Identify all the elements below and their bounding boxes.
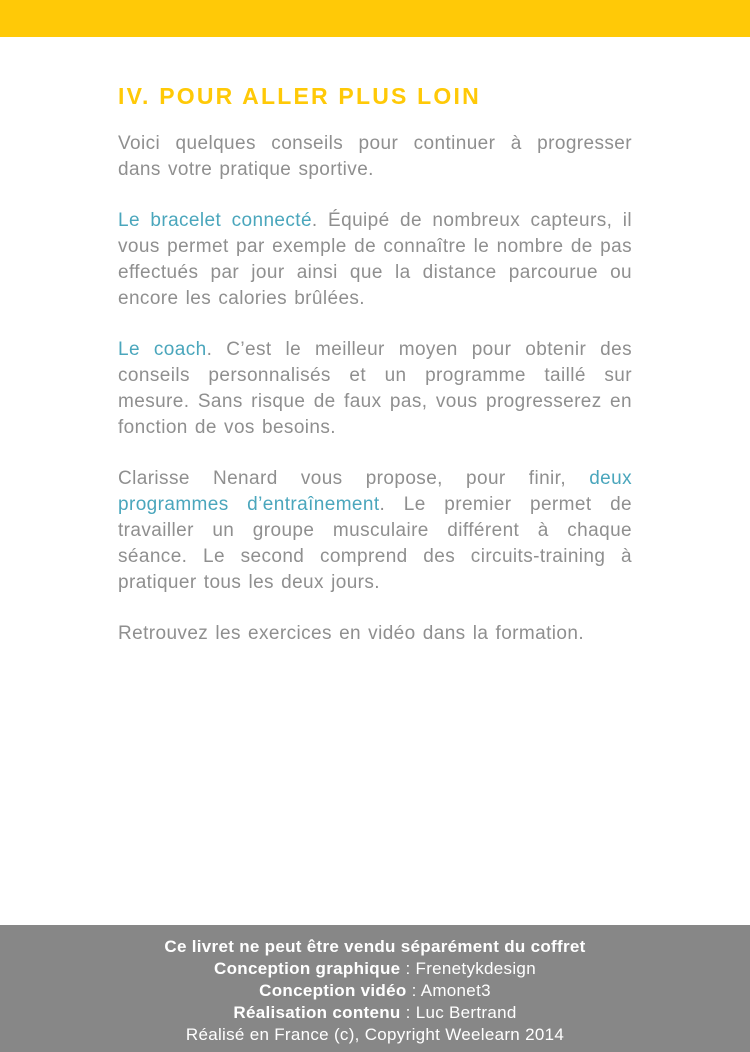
link-bracelet-connecte[interactable]: Le bracelet connecté xyxy=(118,210,312,231)
top-accent-bar xyxy=(0,0,750,37)
credit-separator: : xyxy=(400,959,416,978)
credit-value: Frenetykdesign xyxy=(415,959,536,978)
credit-separator: : xyxy=(406,981,421,1000)
paragraph-text: . Le premier permet de travailler un groupe musculaire différent à chaque séance. Le second comprend des circuits-training à pratiquer tous les deux jours. xyxy=(118,494,633,593)
credit-label: Conception graphique xyxy=(214,959,401,978)
paragraph-text: Voici quelques conseils pour continuer à progresser dans votre pratique sportive. xyxy=(118,133,632,180)
credit-value: Luc Bertrand xyxy=(415,1003,517,1022)
footer-credit-video xyxy=(0,980,750,1002)
credit-label: Conception vidéo xyxy=(259,981,407,1000)
paragraph-programmes xyxy=(118,466,632,596)
credit-label: Réalisation contenu xyxy=(233,1003,401,1022)
paragraph-text: Retrouvez les exercices en vidéo dans la formation. xyxy=(118,623,585,644)
paragraph-coach xyxy=(118,337,632,441)
footer-credit-contenu xyxy=(0,1002,750,1024)
paragraph-intro xyxy=(118,131,632,183)
footer xyxy=(0,925,750,1052)
link-coach[interactable]: Le coach xyxy=(118,339,207,360)
paragraph-text: . C’est le meilleur moyen pour obtenir des conseils personnalisés et un programme taillé sur mesure. Sans risque de faux pas, vous progresserez en fonction de vos besoins. xyxy=(118,339,632,438)
credit-value: Amonet3 xyxy=(420,981,491,1000)
paragraph-exercices xyxy=(118,621,632,647)
credit-separator: : xyxy=(400,1003,416,1022)
main-content xyxy=(118,37,632,672)
section-title: IV. POUR ALLER PLUS LOIN xyxy=(118,83,481,109)
paragraph-text: . Équipé de nombreux capteurs, il vous permet par exemple de connaître le nombre de pas effectués par jour ainsi que la distance parcourue ou encore les calories brûlées. xyxy=(118,210,632,309)
footer-credit-graphique xyxy=(0,958,750,980)
footer-copyright: Réalisé en France (c), Copyright Weelearn 2014 xyxy=(185,1025,565,1044)
paragraph-bracelet xyxy=(118,208,632,312)
paragraph-text: Clarisse Nenard vous propose, pour finir, xyxy=(118,468,590,489)
footer-notice: Ce livret ne peut être vendu séparément du coffret xyxy=(164,937,586,956)
link-deux-programmes[interactable]: deux programmes d’entraînement xyxy=(118,468,632,515)
